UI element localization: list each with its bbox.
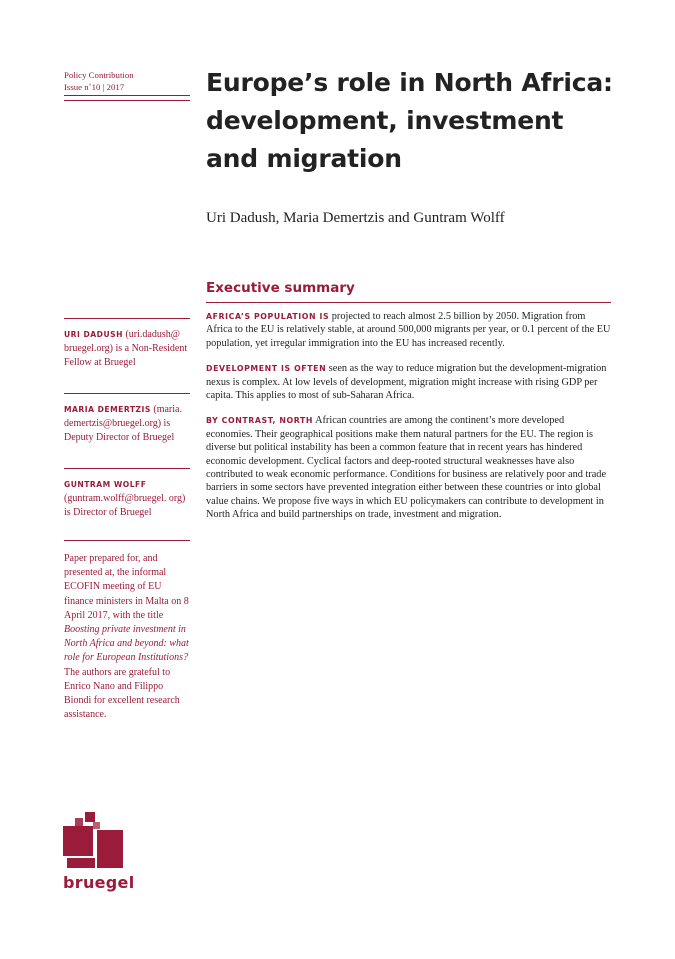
- bio-name: GUNTRAM WOLFF: [64, 480, 147, 489]
- section-rule: [206, 302, 611, 303]
- bio-text: (uri.dadush@ bruegel.org) is a Non-Resident Fellow at Bruegel: [64, 329, 188, 368]
- bio-name: URI DADUSH: [64, 330, 123, 339]
- summary-body: [206, 310, 611, 534]
- author-bio: [64, 478, 190, 519]
- section-heading: Executive summary: [206, 280, 355, 296]
- note-text: Paper prepared for, and presented at, the informal ECOFIN meeting of EU finance ministers in Malta on 8 April 2017, with the title: [64, 553, 189, 621]
- author-bio: [64, 328, 190, 369]
- summary-paragraph: [206, 414, 611, 521]
- paragraph-lead: DEVELOPMENT IS OFTEN: [206, 364, 327, 374]
- sidebar-rule: [64, 468, 190, 469]
- bio-name: MARIA DEMERTZIS: [64, 405, 151, 414]
- paragraph-lead: AFRICA’S POPULATION IS: [206, 312, 330, 321]
- sidebar-rule: [64, 393, 190, 394]
- series-rule: [64, 95, 190, 101]
- summary-paragraph: [206, 362, 611, 402]
- page-title: [206, 64, 626, 178]
- paragraph-text: African countries are among the continent’s more developed economies. Their geographical positions make them natural partners for the EU. The region is diverse but political instability has been a common feature that in recent years has hindered economic development. Cyclical factors and deep-rooted structural weaknesses have also contributed to weak economic performance. Conditions for business are relatively poor and trade barriers in some sectors have prevented integration either between these countries or into global value chains. We propose five ways in which EU policymakers can contribute to development in North Africa and build partnerships on trade, investment and migration.: [206, 415, 607, 521]
- bruegel-wordmark: bruegel: [63, 873, 135, 892]
- bio-text: (maria. demertzis@bruegel.org) is Deputy Director of Bruegel: [64, 404, 182, 443]
- note-title: Boosting private investment in North Africa and beyond: what role for European Institutions?: [64, 624, 189, 664]
- summary-paragraph: [206, 310, 611, 350]
- paragraph-lead: BY CONTRAST, NORTH: [206, 416, 314, 426]
- sidebar-rule: [64, 318, 190, 319]
- issue-number: Issue n˚10 | 2017: [64, 82, 125, 92]
- title-line-3: and migration: [206, 144, 402, 173]
- paragraph-text: seen as the way to reduce migration but the development-migration nexus is complex. At low levels of development, migration might increase with rising GDP per capita. This applies to most of sub-Saharan Africa.: [206, 363, 607, 402]
- title-line-2: development, investment: [206, 106, 564, 135]
- bio-text: (guntram.wolff@bruegel. org) is Director of Bruegel: [64, 492, 186, 518]
- series-name: Policy Contribution: [64, 70, 134, 80]
- author-list: Uri Dadush, Maria Demertzis and Guntram Wolff: [206, 210, 505, 226]
- sidebar-rule: [64, 540, 190, 541]
- series-label: [64, 69, 190, 93]
- author-bio: [64, 403, 190, 444]
- paper-note: [64, 552, 190, 722]
- note-text-end: The authors are grateful to Enrico Nano and Filippo Biondi for excellent research assistance.: [64, 666, 180, 721]
- paragraph-text: projected to reach almost 2.5 billion by 2050. Migration from Africa to the EU is relatively stable, at around 500,000 migrants per year, or 0.1 percent of the EU population, yet irregular immigration into the EU has increased recently.: [206, 311, 611, 349]
- title-line-1: Europe’s role in North Africa:: [206, 68, 613, 97]
